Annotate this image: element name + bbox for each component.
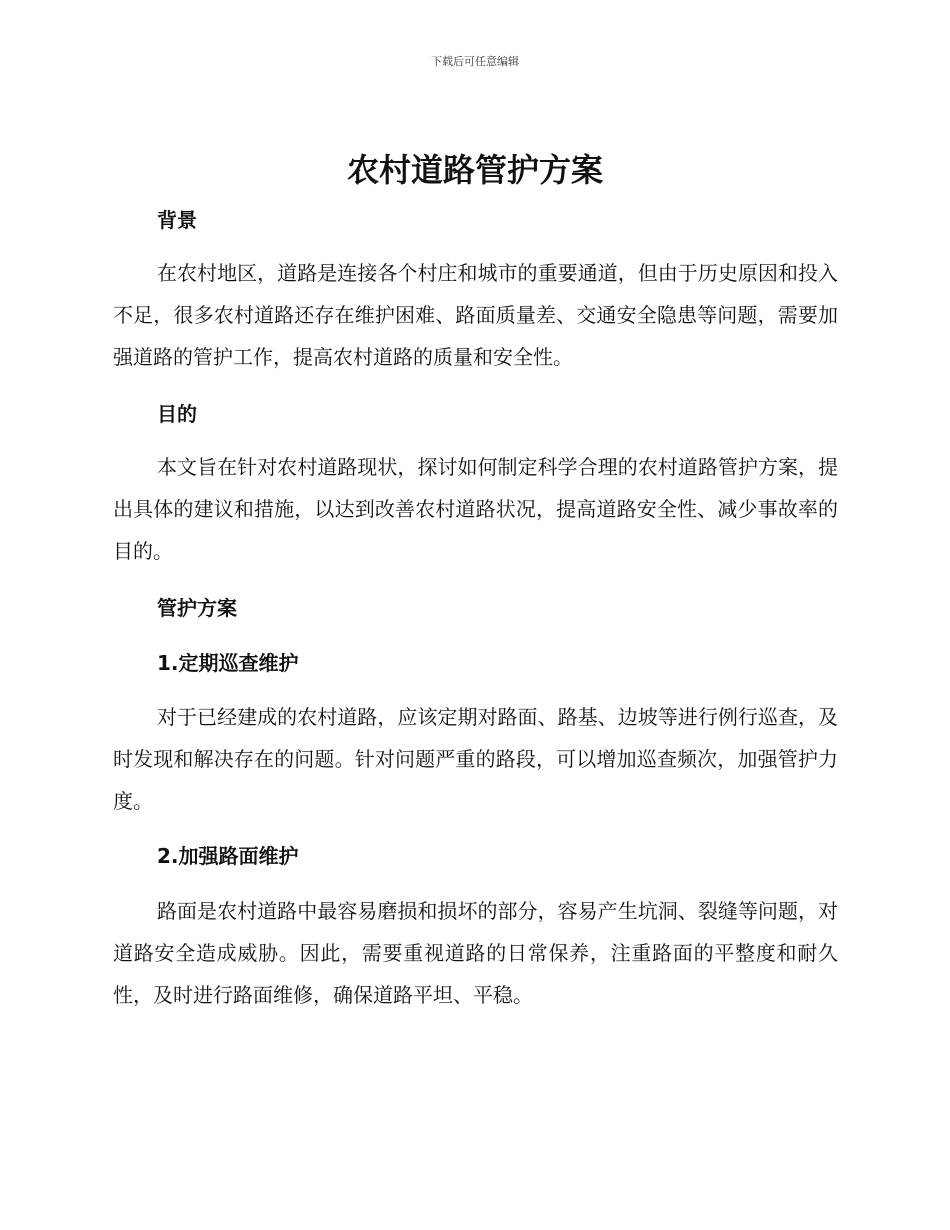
section-heading-purpose: 目的	[157, 402, 197, 426]
subsection-heading-inspection: 1.定期巡查维护	[157, 651, 299, 675]
section-heading-background: 背景	[157, 208, 197, 232]
paragraph-road-surface: 路面是农村道路中最容易磨损和损坏的部分，容易产生坑洞、裂缝等问题，对道路安全造成威胁。因此，需要重视道路的日常保养，注重路面的平整度和耐久性，及时进行路面维修，确保道路平坦、平稳。	[113, 899, 838, 1007]
paragraph-purpose: 本文旨在针对农村道路现状，探讨如何制定科学合理的农村道路管护方案，提出具体的建议和措施，以达到改善农村道路状况，提高道路安全性、减少事故率的目的。	[113, 455, 838, 563]
paragraph-background: 在农村地区，道路是连接各个村庄和城市的重要通道，但由于历史原因和投入不足，很多农村道路还存在维护困难、路面质量差、交通安全隐患等问题，需要加强道路的管护工作，提高农村道路的质量和安全性。	[113, 261, 838, 369]
section-heading-plan: 管护方案	[157, 596, 237, 620]
document-title: 农村道路管护方案	[346, 151, 603, 189]
subsection-heading-road-surface: 2.加强路面维护	[157, 844, 299, 868]
header-note: 下载后可任意编辑	[431, 55, 519, 68]
paragraph-inspection: 对于已经建成的农村道路，应该定期对路面、路基、边坡等进行例行巡查，及时发现和解决存在的问题。针对问题严重的路段，可以增加巡查频次，加强管护力度。	[113, 705, 838, 813]
